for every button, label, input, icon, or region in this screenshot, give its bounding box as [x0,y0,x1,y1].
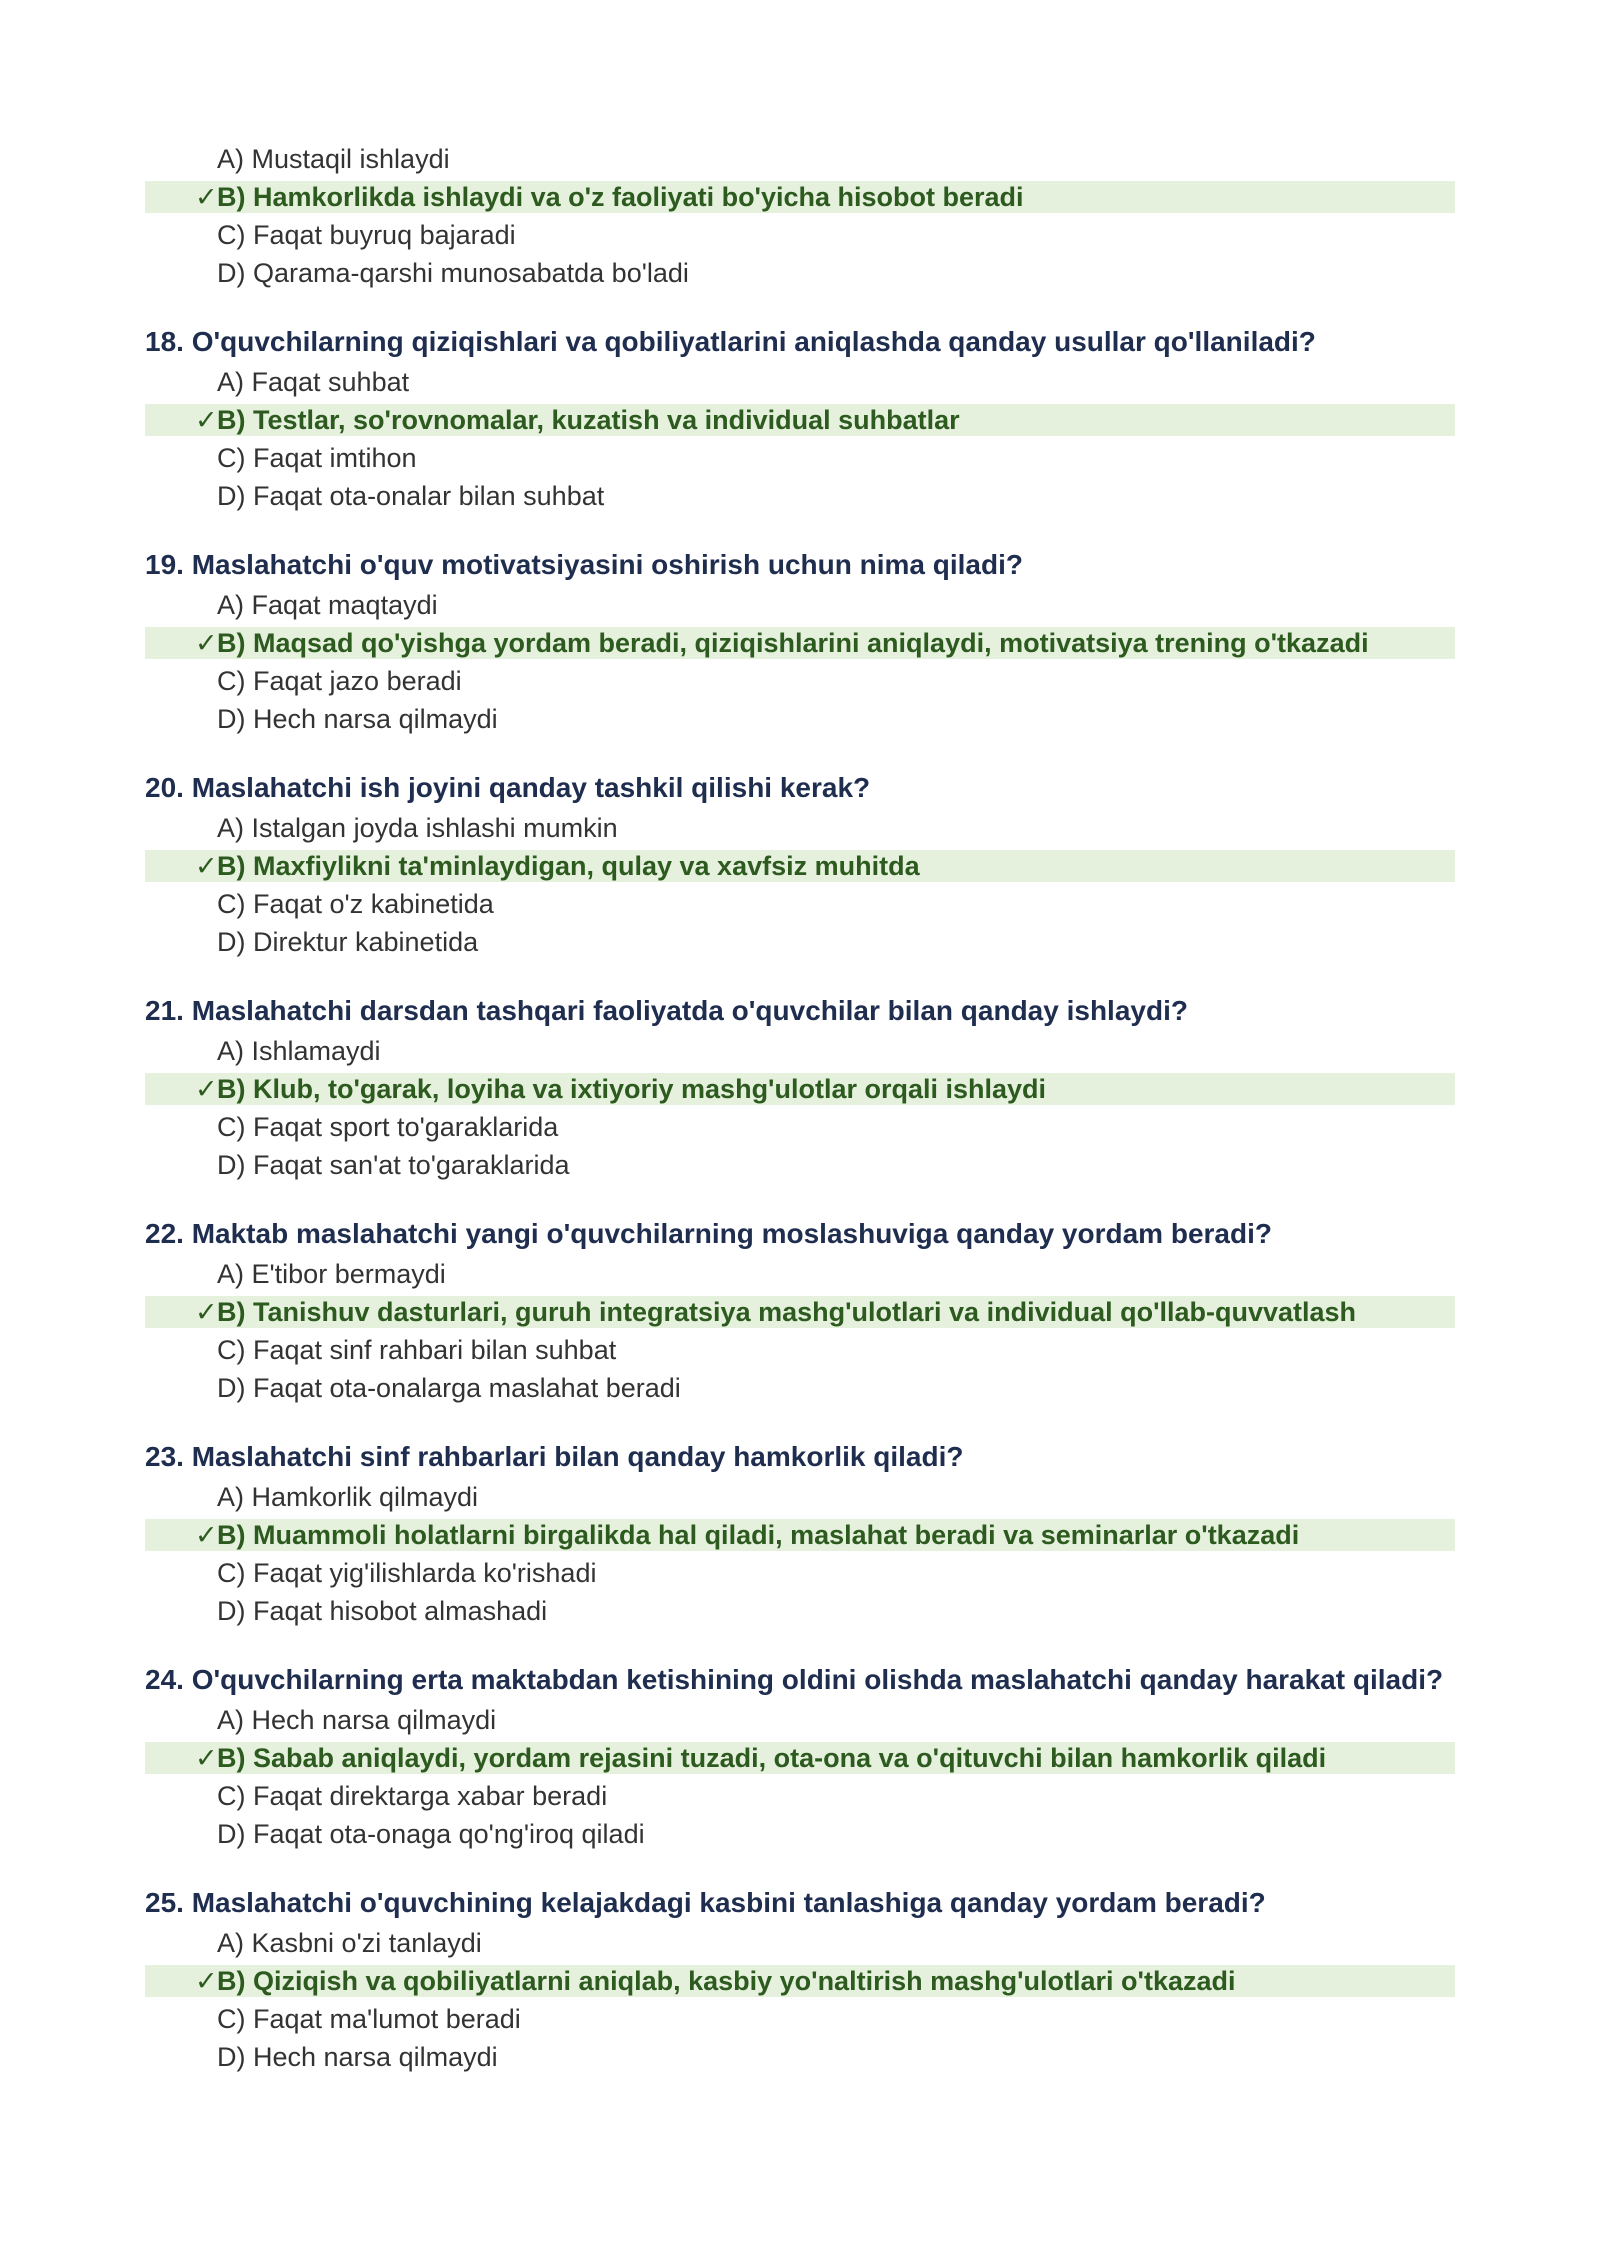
option-text: C) Faqat sinf rahbari bilan suhbat [217,1335,617,1365]
option-text: D) Faqat ota-onaga qo'ng'iroq qiladi [217,1819,645,1849]
answer-option [145,1478,1455,1516]
option-text: B) Qiziqish va qobiliyatlarni aniqlab, kasbiy yo'naltirish mashg'ulotlari o'tkazadi [217,1966,1236,1996]
check-icon: ✓ [195,1297,218,1327]
option-text: C) Faqat o'z kabinetida [217,889,494,919]
question-block [145,1216,1455,1407]
question-block [145,1885,1455,2076]
answer-option [145,1777,1455,1815]
answer-option [145,700,1455,738]
question-block [145,324,1455,515]
answer-option [145,885,1455,923]
question-block [145,547,1455,738]
answer-option [145,1255,1455,1293]
answer-option [145,1331,1455,1369]
answer-option [145,1108,1455,1146]
option-text: A) E'tibor bermaydi [217,1259,446,1289]
option-text: D) Direktur kabinetida [217,927,479,957]
question-title: 19. Maslahatchi o'quv motivatsiyasini oshirish uchun nima qiladi? [145,549,1023,580]
check-icon: ✓ [195,628,218,658]
answer-option [145,2038,1455,2076]
option-text: B) Sabab aniqlaydi, yordam rejasini tuzadi, ota-ona va o'qituvchi bilan hamkorlik qiladi [217,1743,1327,1773]
answer-option [145,1554,1455,1592]
answer-option [145,1924,1455,1962]
option-text: C) Faqat ma'lumot beradi [217,2004,521,2034]
correct-answer-option [145,1742,1455,1774]
option-text: A) Faqat maqtaydi [217,590,438,620]
question-title: 25. Maslahatchi o'quvchining kelajakdagi kasbini tanlashiga qanday yordam beradi? [145,1887,1266,1918]
check-icon: ✓ [195,1520,218,1550]
check-icon: ✓ [195,1743,218,1773]
question-block [145,140,1455,292]
question-title: 21. Maslahatchi darsdan tashqari faoliyatda o'quvchilar bilan qanday ishlaydi? [145,995,1188,1026]
option-text: C) Faqat jazo beradi [217,666,462,696]
correct-answer-option [145,1296,1455,1328]
question-title: 18. O'quvchilarning qiziqishlari va qobiliyatlarini aniqlashda qanday usullar qo'llaniladi? [145,326,1316,357]
answer-option [145,254,1455,292]
correct-answer-option [145,1073,1455,1105]
answer-option [145,586,1455,624]
correct-answer-option [145,404,1455,436]
correct-answer-option [145,1519,1455,1551]
answer-option [145,1592,1455,1630]
correct-answer-option [145,181,1455,213]
option-text: B) Maqsad qo'yishga yordam beradi, qiziqishlarini aniqlaydi, motivatsiya trening o'tkazadi [217,628,1369,658]
check-icon: ✓ [195,182,218,212]
option-text: C) Faqat imtihon [217,443,417,473]
option-text: A) Istalgan joyda ishlashi mumkin [217,813,618,843]
answer-option [145,662,1455,700]
option-text: D) Faqat ota-onalarga maslahat beradi [217,1373,681,1403]
option-text: B) Klub, to'garak, loyiha va ixtiyoriy mashg'ulotlar orqali ishlaydi [217,1074,1047,1104]
answer-option [145,1369,1455,1407]
answer-option [145,1701,1455,1739]
option-text: A) Mustaqil ishlaydi [217,144,450,174]
option-text: B) Muammoli holatlarni birgalikda hal qiladi, maslahat beradi va seminarlar o'tkazadi [217,1520,1300,1550]
question-block [145,770,1455,961]
option-text: A) Hamkorlik qilmaydi [217,1482,479,1512]
option-text: C) Faqat yig'ilishlarda ko'rishadi [217,1558,597,1588]
answer-option [145,2000,1455,2038]
answer-option [145,809,1455,847]
option-text: A) Hech narsa qilmaydi [217,1705,497,1735]
option-text: C) Faqat sport to'garaklarida [217,1112,559,1142]
answer-option [145,140,1455,178]
option-text: D) Hech narsa qilmaydi [217,2042,498,2072]
option-text: A) Ishlamaydi [217,1036,381,1066]
question-block [145,1662,1455,1853]
question-block [145,993,1455,1184]
question-block [145,1439,1455,1630]
option-text: D) Faqat ota-onalar bilan suhbat [217,481,605,511]
option-text: D) Hech narsa qilmaydi [217,704,498,734]
correct-answer-option [145,1965,1455,1997]
answer-option [145,1146,1455,1184]
question-title: 24. O'quvchilarning erta maktabdan ketishining oldini olishda maslahatchi qanday harakat qiladi? [145,1664,1444,1695]
question-title: 20. Maslahatchi ish joyini qanday tashkil qilishi kerak? [145,772,871,803]
question-title: 23. Maslahatchi sinf rahbarlari bilan qanday hamkorlik qiladi? [145,1441,964,1472]
check-icon: ✓ [195,1074,218,1104]
answer-option [145,923,1455,961]
question-title: 22. Maktab maslahatchi yangi o'quvchilarning moslashuviga qanday yordam beradi? [145,1218,1272,1249]
quiz-content [145,140,1455,2108]
option-text: B) Testlar, so'rovnomalar, kuzatish va individual suhbatlar [217,405,960,435]
answer-option [145,1032,1455,1070]
option-text: B) Hamkorlikda ishlaydi va o'z faoliyati bo'yicha hisobot beradi [217,182,1024,212]
option-text: A) Kasbni o'zi tanlaydi [217,1928,482,1958]
answer-option [145,363,1455,401]
option-text: B) Maxfiylikni ta'minlaydigan, qulay va xavfsiz muhitda [217,851,920,881]
answer-option [145,216,1455,254]
answer-option [145,1815,1455,1853]
option-text: B) Tanishuv dasturlari, guruh integratsiya mashg'ulotlari va individual qo'llab-quvvatlash [217,1297,1357,1327]
option-text: A) Faqat suhbat [217,367,410,397]
check-icon: ✓ [195,1966,218,1996]
check-icon: ✓ [195,405,218,435]
option-text: C) Faqat direktarga xabar beradi [217,1781,608,1811]
option-text: D) Faqat hisobot almashadi [217,1596,548,1626]
option-text: C) Faqat buyruq bajaradi [217,220,516,250]
option-text: D) Qarama-qarshi munosabatda bo'ladi [217,258,689,288]
correct-answer-option [145,627,1455,659]
option-text: D) Faqat san'at to'garaklarida [217,1150,570,1180]
answer-option [145,477,1455,515]
check-icon: ✓ [195,851,218,881]
correct-answer-option [145,850,1455,882]
answer-option [145,439,1455,477]
